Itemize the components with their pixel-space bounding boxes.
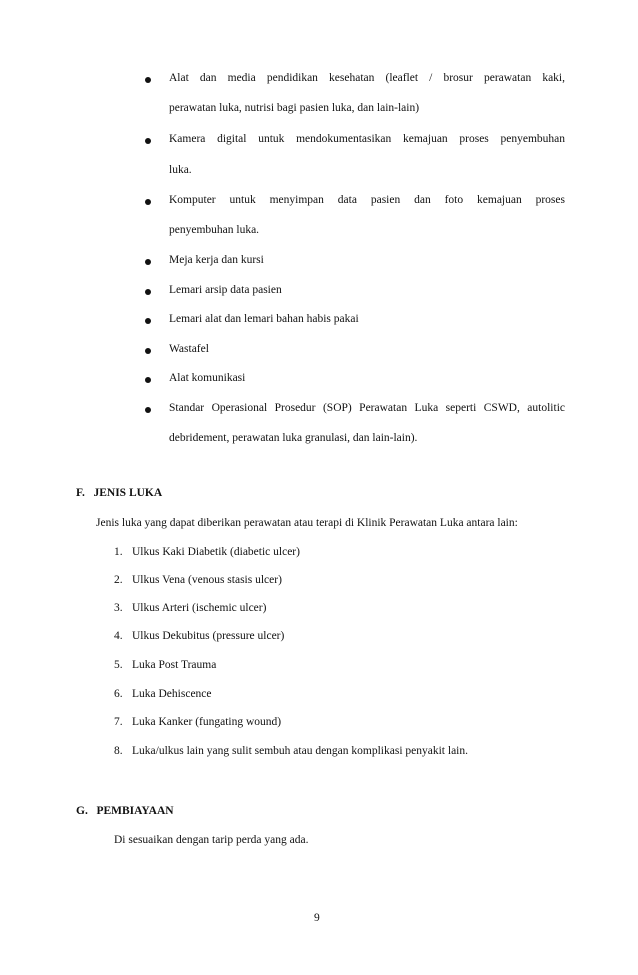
list-item: Ulkus Arteri (ischemic ulcer) [132,602,267,614]
section-heading: F. JENIS LUKA [76,487,163,499]
list-item: Ulkus Vena (venous stasis ulcer) [132,574,282,586]
bullet-item-line: penyembuhan luka. [169,224,260,236]
list-number: 8. [114,745,123,757]
bullet-item-line: Standar Operasional Prosedur (SOP) Perawatan Luka seperti CSWD, autolitic [169,402,565,414]
section-text: Di sesuaikan dengan tarip perda yang ada. [114,834,309,846]
bullet-item-line: Alat dan media pendidikan kesehatan (leaflet / brosur perawatan kaki, [169,72,565,84]
bullet-dot [145,377,151,383]
section-heading: G. PEMBIAYAAN [76,805,174,817]
list-item: Luka Kanker (fungating wound) [132,716,282,728]
bullet-item-line: Wastafel [169,343,209,355]
bullet-item-line: Lemari arsip data pasien [169,284,282,296]
bullet-item-line: Lemari alat dan lemari bahan habis pakai [169,313,359,325]
bullet-item-line: debridement, perawatan luka granulasi, dan lain-lain). [169,432,418,444]
list-item: Ulkus Dekubitus (pressure ulcer) [132,630,285,642]
bullet-dot [145,407,151,413]
bullet-item-line: Komputer untuk menyimpan data pasien dan foto kemajuan proses [169,194,565,206]
section-intro: Jenis luka yang dapat diberikan perawatan atau terapi di Klinik Perawatan Luka antara lain: [96,517,518,529]
bullet-item-line: luka. [169,164,192,176]
list-number: 7. [114,716,123,728]
bullet-item-line: Kamera digital untuk mendokumentasikan kemajuan proses penyembuhan [169,133,565,145]
list-item: Luka/ulkus lain yang sulit sembuh atau dengan komplikasi penyakit lain. [132,745,468,757]
bullet-dot [145,199,151,205]
bullet-item-line: perawatan luka, nutrisi bagi pasien luka, dan lain-lain) [169,102,420,114]
bullet-item-line: Alat komunikasi [169,372,246,384]
list-number: 1. [114,546,123,558]
page-number: 9 [314,912,320,924]
list-number: 2. [114,574,123,586]
list-item: Ulkus Kaki Diabetik (diabetic ulcer) [132,546,300,558]
bullet-dot [145,138,151,144]
bullet-dot [145,259,151,265]
list-number: 5. [114,659,123,671]
list-number: 3. [114,602,123,614]
list-item: Luka Post Trauma [132,659,217,671]
bullet-dot [145,318,151,324]
bullet-dot [145,348,151,354]
list-item: Luka Dehiscence [132,688,212,700]
bullet-dot [145,77,151,83]
list-number: 4. [114,630,123,642]
list-number: 6. [114,688,123,700]
bullet-item-line: Meja kerja dan kursi [169,254,264,266]
bullet-dot [145,289,151,295]
